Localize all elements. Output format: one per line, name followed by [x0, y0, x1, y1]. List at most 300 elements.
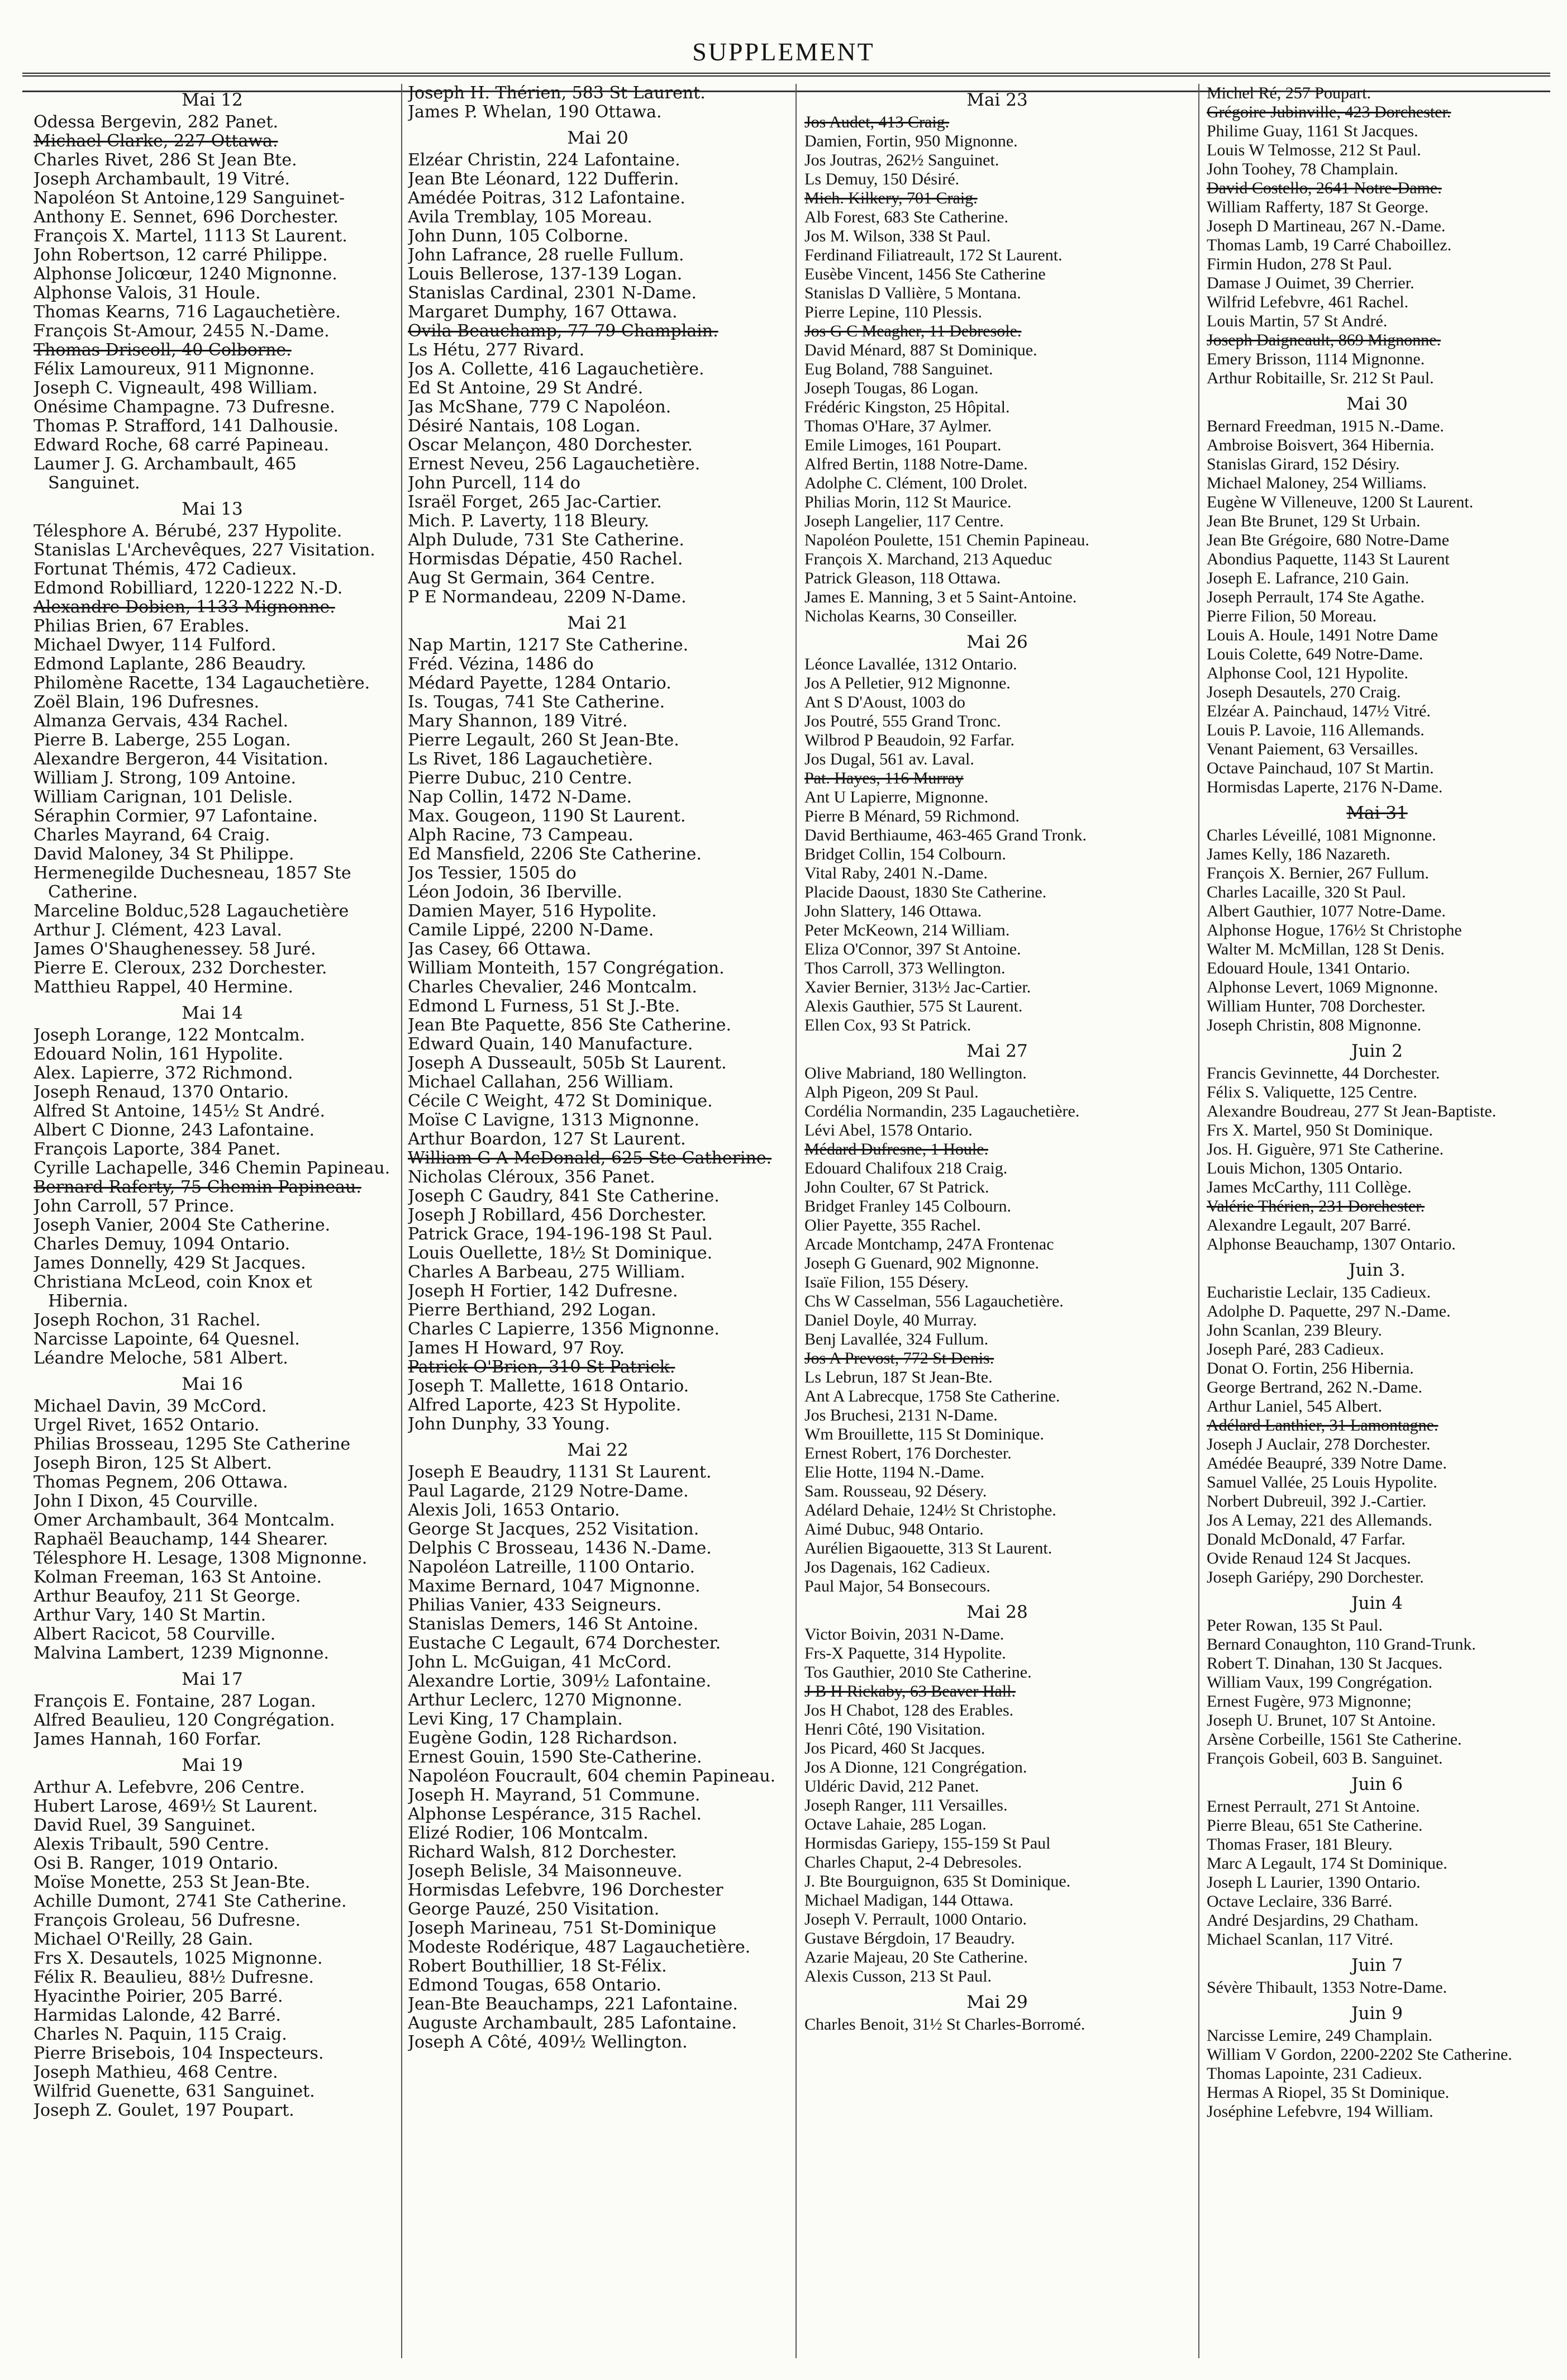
list-item: Joseph E Beaudry, 1131 St Laurent. — [408, 1462, 712, 1482]
list-item: Michel Ré, 257 Poupart. — [1207, 84, 1371, 102]
list-item: Ed St Antoine, 29 St André. — [408, 378, 644, 398]
date-heading: Mai 16 — [182, 1374, 243, 1394]
list-item: Ed Mansfield, 2206 Ste Catherine. — [408, 844, 702, 864]
list-item: Alexandre Lortie, 309½ Lafontaine. — [408, 1671, 712, 1691]
list-item: Joseph H. Thérien, 583 St Laurent. — [408, 84, 706, 103]
list-item: Victor Boivin, 2031 N-Dame. — [804, 1625, 1004, 1643]
list-item: J. Bte Bourguignon, 635 St Dominique. — [804, 1872, 1071, 1890]
date-heading: Mai 23 — [966, 90, 1028, 110]
list-item: Louis P. Lavoie, 116 Allemands. — [1207, 721, 1425, 739]
list-item: Joseph Archambault, 19 Vitré. — [34, 169, 290, 189]
list-item: François St-Amour, 2455 N.-Dame. — [34, 321, 330, 341]
list-item: Marceline Bolduc,528 Lagauchetière — [34, 901, 349, 921]
list-item: Nap Martin, 1217 Ste Catherine. — [408, 635, 689, 655]
list-item: Osi B. Ranger, 1019 Ontario. — [34, 1854, 279, 1873]
list-item: Paul Major, 54 Bonsecours. — [804, 1577, 990, 1595]
list-item: Joseph C Gaudry, 841 Ste Catherine. — [408, 1186, 720, 1206]
list-item: Eugène W Villeneuve, 1200 St Laurent. — [1207, 493, 1474, 511]
list-item: Joseph H Fortier, 142 Dufresne. — [408, 1281, 678, 1301]
list-item: Ls Hétu, 277 Rivard. — [408, 340, 585, 360]
list-item: Frédéric Kingston, 25 Hôpital. — [804, 398, 1010, 416]
list-item: John Dunn, 105 Colborne. — [408, 226, 628, 246]
list-item: Adolphe D. Paquette, 297 N.-Dame. — [1207, 1302, 1451, 1320]
list-item: Fortunat Thémis, 472 Cadieux. — [34, 559, 297, 579]
list-item: George Pauzé, 250 Visitation. — [408, 1899, 660, 1919]
list-item: Alexandre Bergeron, 44 Visitation. — [34, 749, 328, 769]
list-item: Alphonse Valois, 31 Houle. — [34, 283, 261, 303]
list-item: Moïse C Lavigne, 1313 Mignonne. — [408, 1110, 699, 1130]
list-item: Pierre E. Cleroux, 232 Dorchester. — [34, 958, 327, 978]
list-item: Jos A Prevost, 772 St Denis. — [804, 1349, 994, 1367]
list-item: Alfred Laporte, 423 St Hypolite. — [408, 1395, 682, 1415]
list-item: Patrick Gleason, 118 Ottawa. — [804, 569, 1001, 587]
list-item: Joseph Perrault, 174 Ste Agathe. — [1207, 588, 1425, 606]
list-item: Joseph G Guenard, 902 Mignonne. — [804, 1254, 1039, 1272]
list-item: James Hannah, 160 Forfar. — [34, 1730, 261, 1749]
list-item: Joseph Z. Goulet, 197 Poupart. — [34, 2101, 294, 2120]
list-item: Félix R. Beaulieu, 88½ Dufresne. — [34, 1968, 314, 1987]
list-item: Joseph H. Mayrand, 51 Commune. — [408, 1785, 701, 1805]
column-2 — [408, 84, 788, 2358]
list-item: Camile Lippé, 2200 N-Dame. — [408, 920, 654, 940]
list-item: Azarie Majeau, 20 Ste Catherine. — [804, 1948, 1028, 1966]
list-item: Alphonse Levert, 1069 Mignonne. — [1207, 978, 1439, 996]
list-item: Charles Chaput, 2-4 Debresoles. — [804, 1853, 1022, 1871]
list-item: Frs X. Desautels, 1025 Mignonne. — [34, 1949, 323, 1968]
list-item: Firmin Hudon, 278 St Paul. — [1207, 255, 1392, 273]
list-item: Pierre Bleau, 651 Ste Catherine. — [1207, 1816, 1423, 1835]
list-item: John Coulter, 67 St Patrick. — [804, 1178, 989, 1196]
list-item: Jos Tessier, 1505 do — [408, 863, 577, 883]
list-item: John Slattery, 146 Ottawa. — [804, 902, 982, 920]
list-item: Jos G C Meagher, 11 Debresole. — [804, 322, 1022, 340]
list-item: Télesphore H. Lesage, 1308 Mignonne. — [34, 1548, 368, 1568]
list-item: Wm Brouillette, 115 St Dominique. — [804, 1425, 1044, 1443]
list-item: Max. Gougeon, 1190 St Laurent. — [408, 806, 686, 826]
list-item: Jean Bte Brunet, 129 St Urbain. — [1207, 512, 1421, 530]
list-item: Eusèbe Vincent, 1456 Ste Catherine — [804, 265, 1046, 283]
list-item: Jos A. Collette, 416 Lagauchetière. — [408, 359, 704, 379]
list-item: John Dunphy, 33 Young. — [408, 1414, 610, 1434]
list-item: James McCarthy, 111 Collège. — [1207, 1178, 1412, 1196]
list-item: Alexis Gauthier, 575 St Laurent. — [804, 997, 1023, 1015]
list-item: Arsène Corbeille, 1561 Ste Catherine. — [1207, 1730, 1462, 1749]
list-item: Hormisdas Lefebvre, 196 Dorchester — [408, 1880, 723, 1900]
list-item: Wilbrod P Beaudoin, 92 Farfar. — [804, 731, 1014, 749]
list-item: Narcisse Lapointe, 64 Quesnel. — [34, 1329, 300, 1349]
list-item: Télesphore A. Bérubé, 237 Hypolite. — [34, 521, 342, 541]
list-item: Modeste Rodérique, 487 Lagauchetière. — [408, 1937, 751, 1957]
list-item: Joseph Paré, 283 Cadieux. — [1207, 1340, 1384, 1358]
list-item: Michael Dwyer, 114 Fulford. — [34, 635, 277, 655]
list-item: François X. Martel, 1113 St Laurent. — [34, 226, 347, 246]
list-item: Charles Benoit, 31½ St Charles-Borromé. — [804, 2015, 1085, 2034]
list-item: Omer Archambault, 364 Montcalm. — [34, 1510, 335, 1530]
list-item: Edmond Laplante, 286 Beaudry. — [34, 654, 307, 674]
list-item: William Monteith, 157 Congrégation. — [408, 958, 725, 978]
list-item: Stanislas Cardinal, 2301 N-Dame. — [408, 283, 697, 303]
list-item: Alexis Joli, 1653 Ontario. — [408, 1500, 620, 1520]
list-item: Jean Bte Paquette, 856 Ste Catherine. — [408, 1015, 732, 1035]
list-item: Cyrille Lachapelle, 346 Chemin Papineau. — [34, 1158, 390, 1178]
list-item: Nicholas Cléroux, 356 Panet. — [408, 1167, 655, 1187]
list-item: Ls Lebrun, 187 St Jean-Bte. — [804, 1368, 993, 1386]
list-item: Avila Tremblay, 105 Moreau. — [408, 207, 652, 227]
date-heading: Juin 2 — [1351, 1041, 1403, 1061]
list-item: Harmidas Lalonde, 42 Barré. — [34, 2006, 281, 2025]
list-item: Onésime Champagne. 73 Dufresne. — [34, 397, 335, 417]
list-item: Jos M. Wilson, 338 St Paul. — [804, 227, 991, 245]
list-item: Ernest Robert, 176 Dorchester. — [804, 1444, 1012, 1462]
date-heading: Mai 31 — [1346, 803, 1408, 823]
list-item: Thomas P. Strafford, 141 Dalhousie. — [34, 416, 339, 436]
list-item: William Vaux, 199 Congrégation. — [1207, 1673, 1433, 1692]
list-item: Edward Quain, 140 Manufacture. — [408, 1034, 693, 1054]
list-item: Bernard Freedman, 1915 N.-Dame. — [1207, 417, 1444, 435]
list-item: Alph Racine, 73 Campeau. — [408, 825, 634, 845]
list-item: Jos Poutré, 555 Grand Tronc. — [804, 712, 1001, 730]
list-item: Maxime Bernard, 1047 Mignonne. — [408, 1576, 701, 1596]
list-item: Jos A Lemay, 221 des Allemands. — [1207, 1511, 1432, 1529]
list-item: Israël Forget, 265 Jac-Cartier. — [408, 492, 662, 512]
list-item: Louis A. Houle, 1491 Notre Dame — [1207, 626, 1439, 644]
list-item: Adolphe C. Clément, 100 Drolet. — [804, 474, 1028, 492]
list-item: Charles C Lapierre, 1356 Mignonne. — [408, 1319, 720, 1339]
list-item: Peter McKeown, 214 William. — [804, 921, 1010, 939]
list-item: Jas McShane, 779 C Napoléon. — [408, 397, 671, 417]
list-item: Arthur Boardon, 127 St Laurent. — [408, 1129, 686, 1149]
list-item: Jos Bruchesi, 2131 N-Dame. — [804, 1406, 998, 1424]
list-item: Gustave Bérgdoin, 17 Beaudry. — [804, 1929, 1015, 1947]
list-item: James H Howard, 97 Roy. — [408, 1338, 625, 1358]
list-item: William V Gordon, 2200-2202 Ste Catherine. — [1207, 2045, 1512, 2064]
list-item: Isaïe Filion, 155 Désery. — [804, 1273, 969, 1291]
list-item: Grégoire Jubinville, 423 Dorchester. — [1207, 103, 1451, 121]
date-heading: Juin 9 — [1351, 2003, 1403, 2023]
list-item: Napoléon Foucrault, 604 chemin Papineau. — [408, 1766, 776, 1786]
list-item: Napoléon St Antoine,129 Sanguinet- — [34, 188, 345, 208]
header-double-rule — [22, 73, 1550, 77]
list-item: David Costello, 2641 Notre-Dame. — [1207, 179, 1442, 197]
list-item: Edouard Chalifoux 218 Craig. — [804, 1159, 1008, 1177]
list-item: Jos A Dionne, 121 Congrégation. — [804, 1758, 1027, 1776]
list-item: Stanislas Girard, 152 Désiry. — [1207, 455, 1400, 473]
list-item: Elizé Rodier, 106 Montcalm. — [408, 1823, 649, 1843]
list-item: John Scanlan, 239 Bleury. — [1207, 1321, 1382, 1339]
list-item: Frs X. Martel, 950 St Dominique. — [1207, 1121, 1433, 1139]
list-item: David Maloney, 34 St Philippe. — [34, 844, 294, 864]
list-item: Pierre Filion, 50 Moreau. — [1207, 607, 1377, 625]
list-item: Urgel Rivet, 1652 Ontario. — [34, 1415, 260, 1435]
list-item: Octave Lahaie, 285 Logan. — [804, 1815, 987, 1833]
list-item: Médard Payette, 1284 Ontario. — [408, 673, 671, 693]
list-item: Hormisdas Gariepy, 155-159 St Paul — [804, 1834, 1051, 1852]
list-item: James O'Shaughenessey. 58 Juré. — [34, 939, 316, 959]
list-item: Joseph V. Perrault, 1000 Ontario. — [804, 1910, 1027, 1928]
list-item: James Kelly, 186 Nazareth. — [1207, 845, 1390, 863]
list-item: Samuel Vallée, 25 Louis Hypolite. — [1207, 1473, 1437, 1491]
list-item: Joséphine Lefebvre, 194 William. — [1207, 2102, 1433, 2121]
list-item: Louis Michon, 1305 Ontario. — [1207, 1159, 1403, 1177]
list-item: Frs-X Paquette, 314 Hypolite. — [804, 1644, 1006, 1662]
list-item: Elie Hotte, 1194 N.-Dame. — [804, 1463, 985, 1481]
list-item: Napoléon Latreille, 1100 Ontario. — [408, 1557, 695, 1577]
list-item: Stanislas Demers, 146 St Antoine. — [408, 1614, 699, 1634]
list-item: Uldéric David, 212 Panet. — [804, 1777, 979, 1795]
list-item: Joseph Ranger, 111 Versailles. — [804, 1796, 1008, 1814]
list-item: Jos Audet, 413 Craig. — [804, 113, 950, 131]
list-item: Sévère Thibault, 1353 Notre-Dame. — [1207, 1978, 1447, 1997]
date-heading: Juin 6 — [1351, 1774, 1403, 1794]
list-item: Hermenegilde Duchesneau, 1857 Ste Catherine. — [34, 863, 351, 902]
date-heading: Juin 4 — [1351, 1593, 1403, 1613]
list-item: Thomas Lapointe, 231 Cadieux. — [1207, 2064, 1422, 2083]
list-item: Eugène Godin, 128 Richardson. — [408, 1728, 678, 1748]
list-item: Edouard Nolin, 161 Hypolite. — [34, 1044, 284, 1064]
list-item: Aug St Germain, 364 Centre. — [408, 568, 655, 588]
list-item: Pierre B Ménard, 59 Richmond. — [804, 807, 1020, 825]
page-title: SUPPLEMENT — [692, 37, 875, 66]
list-item: Arthur J. Clément, 423 Laval. — [34, 920, 282, 940]
list-item: Mary Shannon, 189 Vitré. — [408, 711, 628, 731]
list-item: Venant Paiement, 63 Versailles. — [1207, 740, 1418, 758]
list-item: Alfred St Antoine, 145½ St André. — [34, 1101, 326, 1121]
list-item: John L. McGuigan, 41 McCord. — [408, 1652, 672, 1672]
list-item: Sam. Rousseau, 92 Désery. — [804, 1482, 987, 1500]
list-item: Louis Colette, 649 Notre-Dame. — [1207, 645, 1423, 663]
list-item: Donald McDonald, 47 Farfar. — [1207, 1530, 1406, 1548]
list-item: Bernard Conaughton, 110 Grand-Trunk. — [1207, 1635, 1476, 1654]
list-item: André Desjardins, 29 Chatham. — [1207, 1911, 1419, 1930]
list-item: Damase J Ouimet, 39 Cherrier. — [1207, 274, 1414, 292]
list-item: Anthony E. Sennet, 696 Dorchester. — [34, 207, 339, 227]
list-item: Cécile C Weight, 472 St Dominique. — [408, 1091, 713, 1111]
list-item: Jean Bte Léonard, 122 Dufferin. — [408, 169, 679, 189]
list-item: Bridget Franley 145 Colbourn. — [804, 1197, 1011, 1215]
list-item: Jean-Bte Beauchamps, 221 Lafontaine. — [408, 1994, 738, 2014]
list-item: Patrick O'Brien, 310 St Patrick. — [408, 1357, 675, 1377]
list-item: Alphonse Beauchamp, 1307 Ontario. — [1207, 1235, 1456, 1253]
list-item: Patrick Grace, 194-196-198 St Paul. — [408, 1224, 713, 1244]
list-item: William Hunter, 708 Dorchester. — [1207, 997, 1426, 1015]
date-heading: Juin 7 — [1351, 1955, 1403, 1975]
list-item: Ambroise Boisvert, 364 Hibernia. — [1207, 436, 1435, 454]
list-item: Fréd. Vézina, 1486 do — [408, 654, 594, 674]
list-item: Pierre Dubuc, 210 Centre. — [408, 768, 632, 788]
list-item: William Carignan, 101 Delisle. — [34, 787, 293, 807]
list-item: Joseph Gariépy, 290 Dorchester. — [1207, 1568, 1424, 1586]
list-item: David Berthiaume, 463-465 Grand Tronk. — [804, 826, 1087, 844]
list-item: James P. Whelan, 190 Ottawa. — [408, 102, 662, 122]
list-item: Arthur Vary, 140 St Martin. — [34, 1605, 266, 1625]
list-item: Elzéar A. Painchaud, 147½ Vitré. — [1207, 702, 1431, 720]
list-item: Charles N. Paquin, 115 Craig. — [34, 2025, 287, 2044]
date-heading: Mai 21 — [567, 613, 628, 633]
list-item: Alfred Beaulieu, 120 Congrégation. — [34, 1711, 335, 1730]
list-item: Médard Dufresne, 1 Houle. — [804, 1140, 989, 1158]
list-item: Daniel Doyle, 40 Murray. — [804, 1311, 977, 1329]
list-item: William J. Strong, 109 Antoine. — [34, 768, 297, 788]
list-item: Pierre Lepine, 110 Plessis. — [804, 303, 983, 321]
date-heading: Mai 26 — [966, 632, 1028, 652]
list-item: Joseph Mathieu, 468 Centre. — [34, 2063, 278, 2082]
list-item: Philomène Racette, 134 Lagauchetière. — [34, 673, 370, 693]
list-item: Eustache C Legault, 674 Dorchester. — [408, 1633, 721, 1653]
list-item: Delphis C Brosseau, 1436 N.-Dame. — [408, 1538, 712, 1558]
list-item: Is. Tougas, 741 Ste Catherine. — [408, 692, 665, 712]
list-item: Joseph Marineau, 751 St-Dominique — [408, 1918, 717, 1938]
list-item: Matthieu Rappel, 40 Hermine. — [34, 977, 293, 997]
list-item: Ls Rivet, 186 Lagauchetière. — [408, 749, 653, 769]
list-item: Thos Carroll, 373 Wellington. — [804, 959, 1006, 977]
list-item: Moïse Monette, 253 St Jean-Bte. — [34, 1873, 311, 1892]
list-item: Chs W Casselman, 556 Lagauchetière. — [804, 1292, 1064, 1310]
list-item: Narcisse Lemire, 249 Champlain. — [1207, 2026, 1433, 2045]
date-heading: Mai 20 — [567, 128, 628, 148]
list-item: Amédée Beaupré, 339 Notre Dame. — [1207, 1454, 1447, 1472]
list-item: Alexandre Legault, 207 Barré. — [1207, 1216, 1411, 1234]
list-item: Lévi Abel, 1578 Ontario. — [804, 1121, 973, 1139]
list-item: Joseph U. Brunet, 107 St Antoine. — [1207, 1711, 1436, 1730]
list-item: J B H Rickaby, 63 Beaver Hall. — [804, 1682, 1016, 1700]
list-item: François X. Bernier, 267 Fullum. — [1207, 864, 1429, 882]
list-item: Nap Collin, 1472 N-Dame. — [408, 787, 632, 807]
list-item: Joseph A Côté, 409½ Wellington. — [408, 2032, 688, 2052]
list-item: Olier Payette, 355 Rachel. — [804, 1216, 981, 1234]
list-item: Laumer J. G. Archambault, 465 Sanguinet. — [34, 454, 297, 493]
list-item: François Laporte, 384 Panet. — [34, 1139, 281, 1159]
date-heading: Mai 27 — [966, 1041, 1028, 1061]
column-4 — [1207, 84, 1547, 2358]
list-item: Michael Scanlan, 117 Vitré. — [1207, 1930, 1393, 1949]
list-item: P E Normandeau, 2209 N-Dame. — [408, 587, 687, 607]
list-item: John I Dixon, 45 Courville. — [34, 1491, 259, 1511]
list-item: Tos Gauthier, 2010 Ste Catherine. — [804, 1663, 1032, 1681]
list-item: Pat. Hayes, 116 Murray — [804, 769, 964, 787]
list-item: Jean Bte Grégoire, 680 Notre-Dame — [1207, 531, 1450, 549]
list-item: David Ménard, 887 St Dominique. — [804, 341, 1037, 359]
list-item: Michael Madigan, 144 Ottawa. — [804, 1891, 1014, 1909]
list-item: Vital Raby, 2401 N.-Dame. — [804, 864, 988, 882]
columns-container — [34, 84, 1547, 2358]
list-item: John Robertson, 12 carré Philippe. — [34, 245, 328, 265]
list-item: Elzéar Christin, 224 Lafontaine. — [408, 150, 680, 170]
list-item: John Purcell, 114 do — [408, 473, 580, 493]
list-item: Edmond Robilliard, 1220-1222 N.-D. — [34, 578, 343, 598]
list-item: Jos. H. Giguère, 971 Ste Catherine. — [1207, 1140, 1444, 1158]
list-item: Nicholas Kearns, 30 Conseiller. — [804, 607, 1017, 625]
list-item: Jos A Pelletier, 912 Mignonne. — [804, 674, 1011, 692]
list-item: Placide Daoust, 1830 Ste Catherine. — [804, 883, 1047, 901]
list-item: William G A McDonald, 625 Ste Catherine. — [408, 1148, 772, 1168]
date-heading: Mai 22 — [567, 1440, 628, 1460]
date-heading: Mai 29 — [966, 1992, 1028, 2012]
list-item: Cordélia Normandin, 235 Lagauchetière. — [804, 1102, 1080, 1120]
list-item: Stanislas L'Archevêques, 227 Visitation. — [34, 540, 375, 560]
list-item: Charles Lacaille, 320 St Paul. — [1207, 883, 1406, 901]
list-item: Arcade Montchamp, 247A Frontenac — [804, 1235, 1054, 1253]
list-item: Alphonse Hogue, 176½ St Christophe — [1207, 921, 1462, 939]
list-item: Raphaël Beauchamp, 144 Shearer. — [34, 1529, 328, 1549]
list-item: Norbert Dubreuil, 392 J.-Cartier. — [1207, 1492, 1427, 1510]
list-item: Damien Mayer, 516 Hypolite. — [408, 901, 657, 921]
list-item: François Groleau, 56 Dufresne. — [34, 1911, 301, 1930]
list-item: Christiana McLeod, coin Knox et Hibernia. — [34, 1272, 312, 1311]
list-item: Achille Dumont, 2741 Ste Catherine. — [34, 1892, 347, 1911]
list-item: Thomas Driscoll, 40 Colborne. — [34, 340, 292, 360]
list-item: Pierre Brisebois, 104 Inspecteurs. — [34, 2044, 324, 2063]
list-item: Alphonse Jolicœur, 1240 Mignonne. — [34, 264, 337, 284]
list-item: Alphonse Lespérance, 315 Rachel. — [408, 1804, 702, 1824]
list-item: Arthur Robitaille, Sr. 212 St Paul. — [1207, 369, 1434, 387]
list-item: Kolman Freeman, 163 St Antoine. — [34, 1567, 322, 1587]
list-item: Séraphin Cormier, 97 Lafontaine. — [34, 806, 318, 826]
list-item: Charles Rivet, 286 St Jean Bte. — [34, 150, 297, 170]
list-item: Richard Walsh, 812 Dorchester. — [408, 1842, 677, 1862]
list-item: Hormisdas Laperte, 2176 N-Dame. — [1207, 778, 1443, 796]
list-item: Stanislas D Vallière, 5 Montana. — [804, 284, 1021, 302]
list-item: Francis Gevinnette, 44 Dorchester. — [1207, 1064, 1440, 1082]
list-item: Jos Picard, 460 St Jacques. — [804, 1739, 985, 1757]
list-item: Valérie Thérien, 231 Dorchester. — [1207, 1197, 1425, 1215]
list-item: Ernest Neveu, 256 Lagauchetière. — [408, 454, 701, 474]
list-item: Alfred Bertin, 1188 Notre-Dame. — [804, 455, 1028, 473]
list-item: Pierre Berthiand, 292 Logan. — [408, 1300, 656, 1320]
list-item: Joseph Biron, 125 St Albert. — [34, 1453, 272, 1473]
list-item: Marc A Legault, 174 St Dominique. — [1207, 1854, 1447, 1873]
list-item: Michael Callahan, 256 William. — [408, 1072, 674, 1092]
list-item: Bridget Collin, 154 Colbourn. — [804, 845, 1006, 863]
list-item: Eucharistie Leclair, 135 Cadieux. — [1207, 1283, 1431, 1301]
list-item: Joseph Tougas, 86 Logan. — [804, 379, 979, 397]
list-item: Charles A Barbeau, 275 William. — [408, 1262, 685, 1282]
list-item: Louis Ouellette, 18½ St Dominique. — [408, 1243, 713, 1263]
date-heading: Mai 13 — [182, 499, 243, 519]
list-item: Jos Dagenais, 162 Cadieux. — [804, 1558, 990, 1576]
list-item: David Ruel, 39 Sanguinet. — [34, 1816, 256, 1835]
list-item: Donat O. Fortin, 256 Hibernia. — [1207, 1359, 1414, 1377]
list-item: Louis Bellerose, 137-139 Logan. — [408, 264, 683, 284]
list-item: Philias Brosseau, 1295 Ste Catherine — [34, 1434, 351, 1454]
list-item: Pierre Legault, 260 St Jean-Bte. — [408, 730, 679, 750]
list-item: Alex. Lapierre, 372 Richmond. — [34, 1063, 293, 1083]
list-item: Thomas Kearns, 716 Lagauchetière. — [34, 302, 341, 322]
list-item: Thomas Pegnem, 206 Ottawa. — [34, 1472, 288, 1492]
date-heading: Mai 12 — [182, 90, 243, 110]
list-item: Félix Lamoureux, 911 Mignonne. — [34, 359, 315, 379]
list-item: Charles Mayrand, 64 Craig. — [34, 825, 270, 845]
list-item: Malvina Lambert, 1239 Mignonne. — [34, 1643, 329, 1663]
list-item: Joseph Rochon, 31 Rachel. — [34, 1310, 261, 1330]
list-item: Robert Bouthillier, 18 St-Félix. — [408, 1956, 667, 1976]
list-item: Eug Boland, 788 Sanguinet. — [804, 360, 993, 378]
list-item: Peter Rowan, 135 St Paul. — [1207, 1616, 1383, 1635]
list-item: Ellen Cox, 93 St Patrick. — [804, 1016, 971, 1034]
list-item: Joseph Vanier, 2004 Ste Catherine. — [34, 1215, 331, 1235]
list-item: John Lafrance, 28 ruelle Fullum. — [408, 245, 684, 265]
list-item: John Toohey, 78 Champlain. — [1207, 160, 1398, 178]
list-item: François Gobeil, 603 B. Sanguinet. — [1207, 1749, 1443, 1768]
list-item: Margaret Dumphy, 167 Ottawa. — [408, 302, 678, 322]
list-item: Walter M. McMillan, 128 St Denis. — [1207, 940, 1445, 958]
list-item: François E. Fontaine, 287 Logan. — [34, 1692, 316, 1711]
list-item: Joseph J Robillard, 456 Dorchester. — [408, 1205, 707, 1225]
list-item: Olive Mabriand, 180 Wellington. — [804, 1064, 1027, 1082]
list-item: James Donnelly, 429 St Jacques. — [34, 1253, 306, 1273]
list-item: Edmond Tougas, 658 Ontario. — [408, 1975, 661, 1995]
list-item: Michael Clarke, 227 Ottawa. — [34, 131, 278, 151]
list-item: Michael Davin, 39 McCord. — [34, 1396, 267, 1416]
